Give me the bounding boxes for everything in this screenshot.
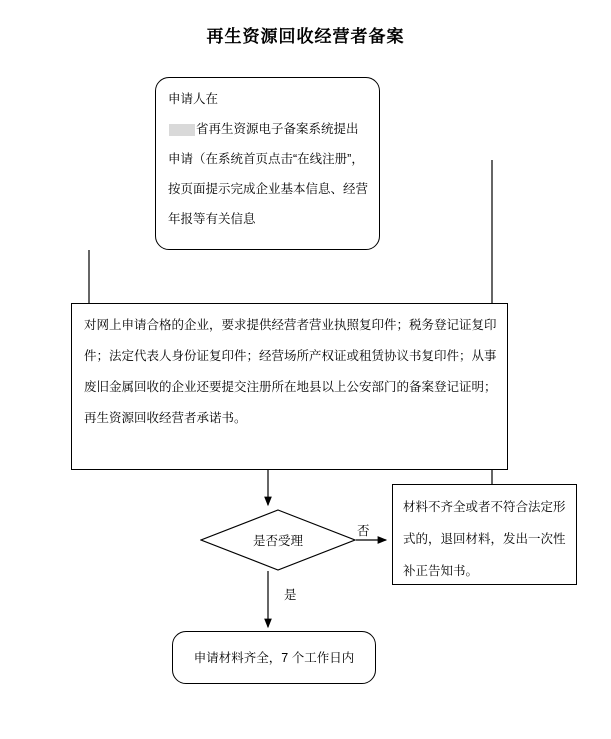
accept-decision [200,509,356,571]
materials-step: 对网上申请合格的企业，要求提供经营者营业执照复印件；税务登记证复印件；法定代表人身份证复印件；经营场所产权证或租赁协议书复印件；从事废旧金属回收的企业还要提交注册所在地县以上公安部门的备案登记证明；再生资源回收经营者承诺书。 [71,303,508,470]
accept-decision-label: 是否受理 [252,534,303,548]
application-step [155,77,380,250]
page-title: 再生资源回收经营者备案 [206,27,405,46]
edge-label-no: 否 [357,524,370,538]
redaction-block [169,124,195,136]
application-step-text-before: 申请人在 [168,92,219,106]
edge-label-yes: 是 [284,588,297,602]
reject-step: 材料不齐全或者不符合法定形式的，退回材料，发出一次性补正告知书。 [392,484,577,585]
complete-step: 申请材料齐全，7 个工作日内 [172,631,376,684]
application-step-text-after: 省再生资源电子备案系统提出申请（在系统首页点击“在线注册”，按页面提示完成企业基本信息、经营年报等有关信息 [168,122,369,226]
